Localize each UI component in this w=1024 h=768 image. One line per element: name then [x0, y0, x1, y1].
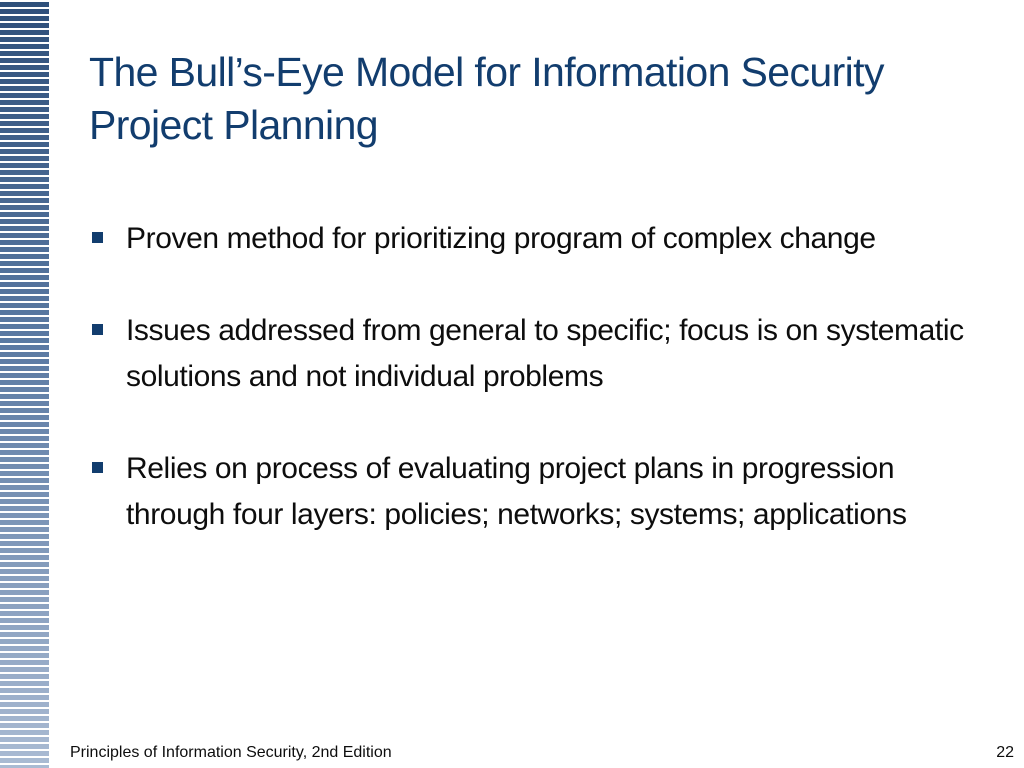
bullet-list [89, 216, 994, 584]
square-bullet-icon [92, 232, 103, 243]
bullet-item-3 [89, 446, 994, 538]
bullet-item-2 [89, 308, 994, 400]
decorative-side-stripes [0, 0, 49, 768]
slide-title: The Bull’s-Eye Model for Information Security Project Planning [89, 49, 884, 148]
footer-text: Principles of Information Security, 2nd Edition [70, 744, 392, 761]
page-number: 22 [996, 744, 1014, 761]
bullet-text: Issues addressed from general to specific; focus is on systematic solutions and not individual problems [126, 314, 964, 393]
square-bullet-icon [92, 324, 103, 335]
bullet-text: Relies on process of evaluating project plans in progression through four layers: policies; networks; systems; applications [126, 452, 907, 531]
bullet-text: Proven method for prioritizing program of complex change [126, 222, 876, 255]
square-bullet-icon [92, 462, 103, 473]
bullet-item-1 [89, 216, 994, 262]
